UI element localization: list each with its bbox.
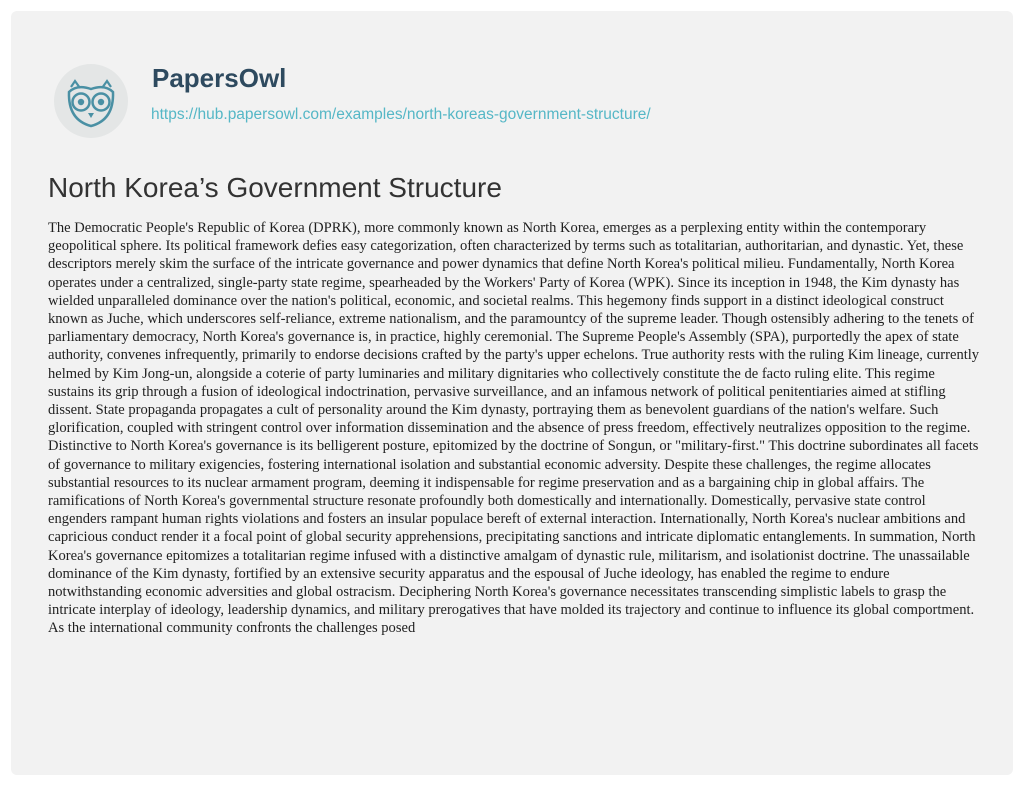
source-url-link[interactable]: https://hub.papersowl.com/examples/north-koreas-government-structure/ bbox=[151, 106, 651, 123]
owl-logo-icon bbox=[49, 62, 139, 140]
page-title: North Korea’s Government Structure bbox=[48, 172, 502, 203]
essay-body: The Democratic People's Republic of Korea (DPRK), more commonly known as North Korea, emerges as a perplexing entity within the contemporary geopolitical sphere. Its political framework defies easy categorization, often characterized by terms such as totalitarian, authoritarian, and dynastic. Yet, these descriptors merely skim the surface of the intricate governance and power dynamics that define North Korea's political milieu. Fundamentally, North Korea operates under a centralized, single-party state regime, spearheaded by the Workers' Party of Korea (WPK). Since its inception in 1948, the Kim dynasty has wielded unparalleled dominance over the nation's political, economic, and societal realms. This hegemony finds support in a distinct ideological construct known as Juche, which underscores self-reliance, extreme nationalism, and the paramountcy of the supreme leader. Though ostensibly adhering to the tenets of parliamentary democracy, North Korea's governance is, in practice, highly ceremonial. The Supreme People's Assembly (SPA), purportedly the apex of state authority, convenes infrequently, primarily to endorse decisions crafted by the party's upper echelons. True authority rests with the ruling Kim lineage, currently helmed by Kim Jong-un, alongside a coterie of party luminaries and military dignitaries who collectively constitute the de facto ruling elite. This regime sustains its grip through a fusion of ideological indoctrination, pervasive surveillance, and an infamous network of political penitentiaries aimed at stifling dissent. State propaganda propagates a cult of personality around the Kim dynasty, portraying them as benevolent guardians of the nation's welfare. Such glorification, coupled with stringent control over information dissemination and the absence of press freedom, effectively neutralizes opposition to the regime. Distinctive to North Korea's governance is its belligerent posture, epitomized by the doctrine of Songun, or "military-first." This doctrine subordinates all facets of governance to military exigencies, fostering international isolation and substantial economic adversity. Despite these challenges, the regime allocates substantial resources to its nuclear armament program, deeming it indispensable for regime preservation and as a bargaining chip in global affairs. The ramifications of North Korea's governmental structure resonate profoundly both domestically and internationally. Domestically, pervasive state control engenders rampant human rights violations and fosters an insular populace bereft of external interaction. Internationally, North Korea's nuclear ambitions and capricious conduct render it a focal point of global security apprehensions, precipitating sanctions and intricate diplomatic entanglements. In summation, North Korea's governance epitomizes a totalitarian regime infused with a distinctive amalgam of dynastic rule, militarism, and isolationist doctrine. The unassailable dominance of the Kim dynasty, fortified by an extensive security apparatus and the espousal of Juche ideology, has enabled the regime to endure notwithstanding economic adversities and global ostracism. Deciphering North Korea's governance necessitates transcending simplistic labels to grasp the intricate interplay of ideology, leadership dynamics, and military prerogatives that have molded its trajectory and continue to influence its global comportment. As the international community confronts the challenges posed bbox=[48, 220, 980, 637]
brand-name: PapersOwl bbox=[152, 63, 287, 93]
